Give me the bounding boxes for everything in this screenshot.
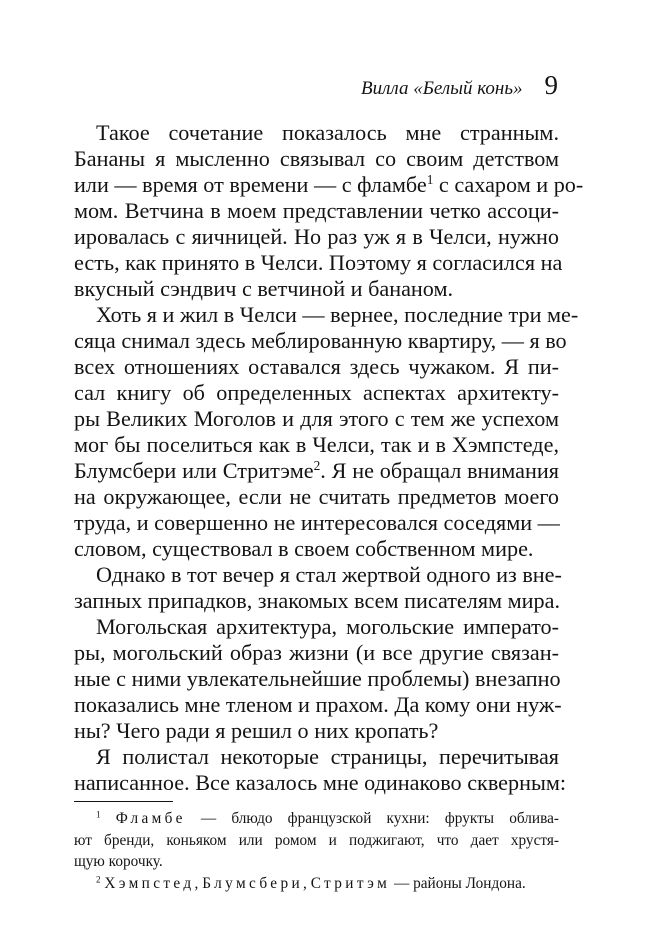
running-title: Вилла «Белый конь»	[361, 78, 523, 99]
text-line: показались мне тленом и прахом. Да кому они нуж-	[74, 692, 562, 717]
footnote-1-line: щую корочку.	[74, 853, 163, 870]
text-line: есть, как принято в Челси. Поэтому я согласился на	[74, 250, 563, 275]
text-line	[74, 172, 584, 198]
footnote-2-sep: ,	[194, 874, 203, 892]
text-line: вкусный сэндвич с ветчиной и бананом.	[74, 276, 454, 301]
text-line: ировалась с яичницей. Но раз уж я в Челси, нужно	[74, 224, 559, 249]
text-line: мом. Ветчина в моем представлении четко ассоци-	[74, 198, 559, 223]
text-fragment: или — время от времени — с фламбе	[74, 172, 427, 197]
footnote-1	[74, 808, 559, 830]
text-line: сяца снимал здесь меблированную квартиру, — я во	[74, 328, 567, 353]
text-line	[74, 458, 559, 484]
footnote-2-term: Блумсбери	[202, 874, 304, 892]
footnote-2-term: Хэмпстед	[104, 874, 195, 892]
text-line: Хоть я и жил в Челси — вернее, последние три ме-	[96, 302, 579, 327]
text-line: ные с ними увлекательнейшие проблемы) внезапно	[74, 666, 561, 691]
text-line: Бананы я мысленно связывал со своим детством	[74, 146, 559, 171]
text-line: запных припадков, знакомых всем писателям мира.	[74, 588, 561, 613]
footnote-ref-2[interactable]: 2	[313, 458, 321, 474]
footnote-2	[74, 873, 559, 895]
text-line: ны? Чего ради я решил о них кропать?	[74, 718, 439, 743]
footnote-1-marker: 1	[96, 809, 101, 820]
footnotes	[74, 808, 559, 894]
text-fragment: Блумсбери или Стритэме	[74, 458, 314, 483]
footnote-1-text: — блюдо французской кухни: фрукты облива-	[185, 810, 559, 827]
text-line: Могольская архитектура, могольские императо-	[96, 614, 559, 639]
text-line: мог бы поселиться как в Челси, так и в Хэмпстеде,	[74, 432, 559, 457]
text-line: Такое сочетание показалось мне странным.	[96, 120, 559, 145]
text-line: Однако в тот вечер я стал жертвой одного из вне-	[96, 562, 562, 587]
text-fragment: . Я не обращал внимания	[320, 458, 559, 483]
page-header	[0, 70, 558, 101]
footnote-ref-1[interactable]: 1	[426, 172, 434, 188]
footnote-2-term: Стритэм	[310, 874, 391, 892]
footnote-1-term: Фламбе	[115, 810, 186, 827]
text-line: сал книгу об определенных аспектах архитекту-	[74, 380, 559, 405]
footnote-2-text: — районы Лондона.	[390, 874, 526, 892]
text-line: всех отношениях оставался здесь чужаком. Я пи-	[74, 354, 559, 379]
text-line: написанное. Все казалось мне одинаково скверным:	[74, 770, 567, 795]
text-line: Я полистал некоторые страницы, перечитывая	[96, 744, 559, 769]
footnote-2-sep: ,	[303, 874, 311, 892]
text-line: словом, существовал в своем собственном мире.	[74, 536, 534, 561]
footnote-1-line: ют бренди, коньяком или ромом и поджигают, что дает хрустя-	[74, 831, 559, 849]
body-text	[74, 120, 584, 796]
text-line: на окружающее, если не считать предметов моего	[74, 484, 559, 509]
text-line: труда, и совершенно не интересовался соседями —	[74, 510, 560, 535]
text-line: ры Великих Моголов и для этого с тем же успехом	[74, 406, 559, 431]
footnote-divider	[74, 801, 173, 802]
page-number: 9	[544, 70, 558, 100]
text-line: ры, могольский образ жизни (и все другие связан-	[74, 640, 559, 665]
text-fragment: с сахаром и ро-	[433, 172, 584, 197]
footnote-2-marker: 2	[96, 874, 101, 884]
